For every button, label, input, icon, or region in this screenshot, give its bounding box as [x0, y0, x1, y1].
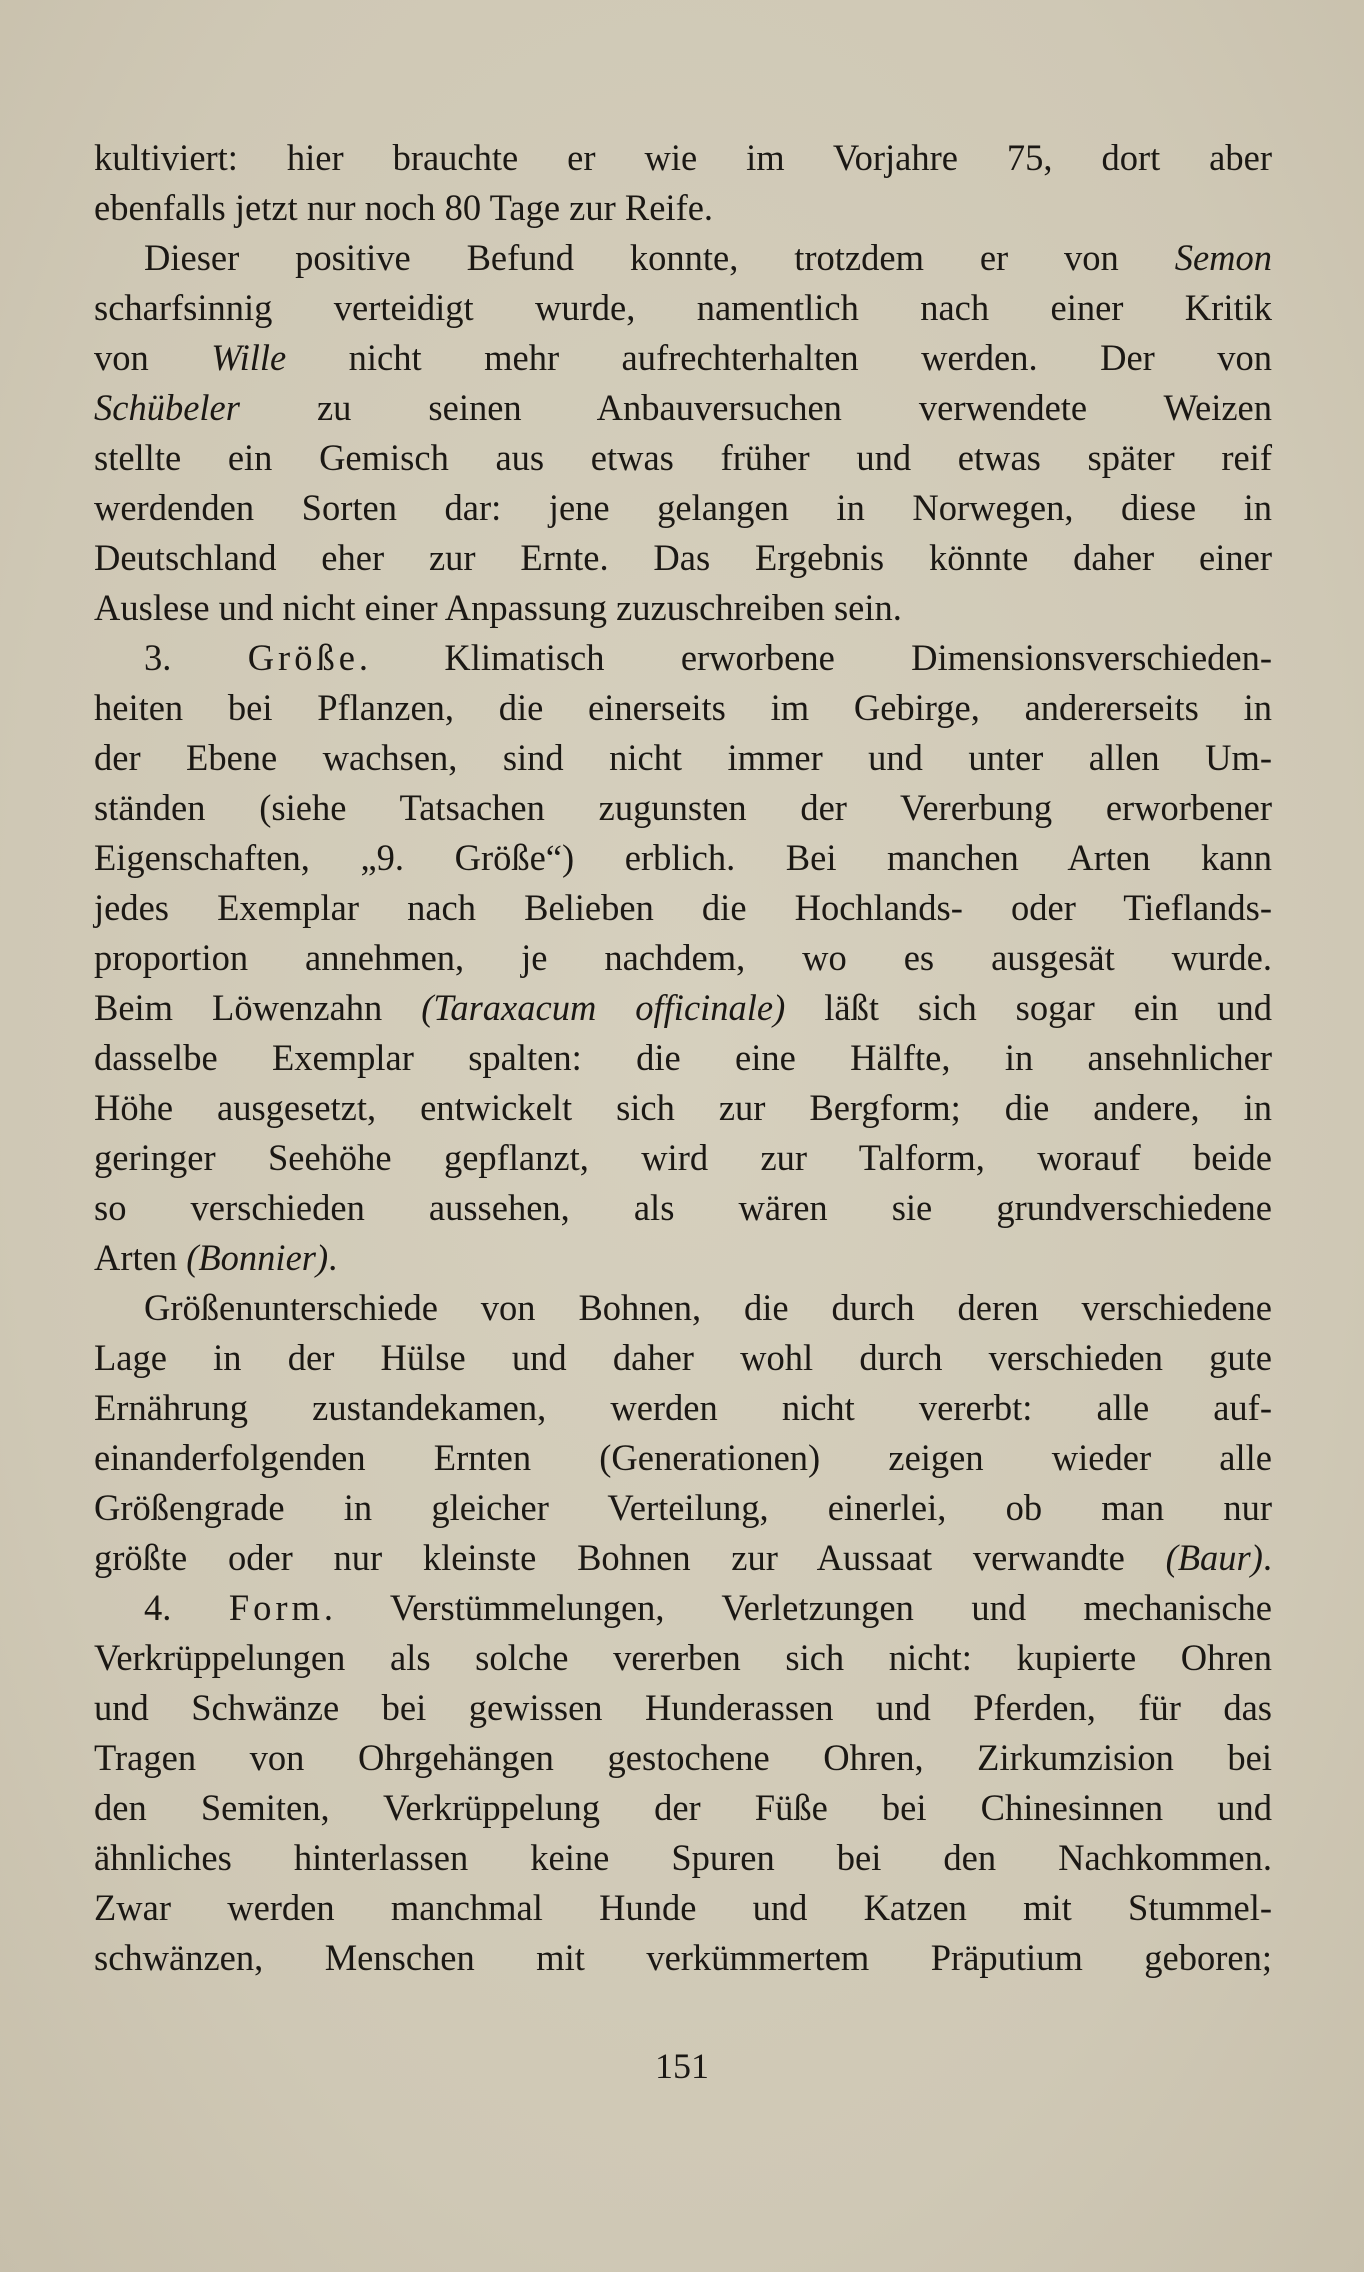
text-line: stellte ein Gemisch aus etwas früher und etwas später reif	[94, 437, 1272, 478]
text-line: Tragen von Ohrgehängen gestochene Ohren, Zirkumzision bei	[94, 1737, 1272, 1778]
text-line: heiten bei Pflanzen, die einerseits im Gebirge, andererseits in	[94, 687, 1272, 728]
text-line: Verkrüppelungen als solche vererben sich nicht: kupierte Ohren	[94, 1637, 1272, 1678]
text-line: einanderfolgenden Ernten (Generationen) zeigen wieder alle	[94, 1437, 1272, 1478]
text-line: Deutschland eher zur Ernte. Das Ergebnis könnte daher einer	[94, 537, 1272, 578]
text-line: Größengrade in gleicher Verteilung, einerlei, ob man nur	[94, 1487, 1272, 1528]
text-line: kultiviert: hier brauchte er wie im Vorjahre 75, dort aber	[94, 137, 1272, 178]
text-line: Lage in der Hülse und daher wohl durch verschieden gute	[94, 1337, 1272, 1378]
text-line: ständen (siehe Tatsachen zugunsten der Vererbung erworbener	[94, 787, 1272, 828]
text-line: der Ebene wachsen, sind nicht immer und unter allen Um-	[94, 737, 1272, 778]
text-line: proportion annehmen, je nachdem, wo es ausgesät wurde.	[94, 937, 1272, 978]
body-text	[94, 133, 1272, 1983]
section-heading-line: 4. Form. Verstümmelungen, Verletzungen und mechanische	[143, 1587, 1272, 1628]
text-line: so verschieden aussehen, als wären sie grundverschiedene	[94, 1187, 1272, 1228]
text-line: und Schwänze bei gewissen Hunderassen und Pferden, für das	[94, 1687, 1272, 1728]
text-line: Höhe ausgesetzt, entwickelt sich zur Bergform; die andere, in	[94, 1087, 1272, 1128]
text-line: jedes Exemplar nach Belieben die Hochlands- oder Tieflands-	[94, 887, 1272, 928]
text-line: werdenden Sorten dar: jene gelangen in Norwegen, diese in	[94, 487, 1272, 528]
text-line: von Wille nicht mehr aufrechterhalten werden. Der von	[94, 337, 1272, 378]
text-line: schwänzen, Menschen mit verkümmertem Präputium geboren;	[94, 1937, 1272, 1978]
text-line: Eigenschaften, „9. Größe“) erblich. Bei manchen Arten kann	[94, 837, 1272, 878]
text-line: geringer Seehöhe gepflanzt, wird zur Talform, worauf beide	[94, 1137, 1272, 1178]
section-heading-line: 3. Größe. Klimatisch erworbene Dimensionsverschieden-	[144, 637, 1272, 678]
text-line: Dieser positive Befund konnte, trotzdem er von Semon	[144, 237, 1272, 278]
text-line: Beim Löwenzahn (Taraxacum officinale) läßt sich sogar ein und	[94, 987, 1272, 1028]
text-line: Ernährung zustandekamen, werden nicht vererbt: alle auf-	[94, 1387, 1272, 1428]
text-line: Zwar werden manchmal Hunde und Katzen mit Stummel-	[94, 1887, 1272, 1928]
text-line: ebenfalls jetzt nur noch 80 Tage zur Reife.	[94, 187, 714, 228]
text-line: Arten (Bonnier).	[94, 1237, 338, 1278]
text-line: dasselbe Exemplar spalten: die eine Hälfte, in ansehnlicher	[94, 1037, 1272, 1078]
text-line: Größenunterschiede von Bohnen, die durch deren verschiedene	[144, 1287, 1272, 1328]
text-line: Auslese und nicht einer Anpassung zuzuschreiben sein.	[94, 587, 902, 628]
text-line: ähnliches hinterlassen keine Spuren bei den Nachkommen.	[94, 1837, 1272, 1878]
text-line: scharfsinnig verteidigt wurde, namentlich nach einer Kritik	[94, 287, 1272, 328]
text-line: Schübeler zu seinen Anbauversuchen verwendete Weizen	[94, 387, 1272, 428]
text-line: größte oder nur kleinste Bohnen zur Aussaat verwandte (Baur).	[94, 1537, 1272, 1578]
page-number: 151	[655, 2046, 709, 2086]
text-line: den Semiten, Verkrüppelung der Füße bei Chinesinnen und	[94, 1787, 1272, 1828]
